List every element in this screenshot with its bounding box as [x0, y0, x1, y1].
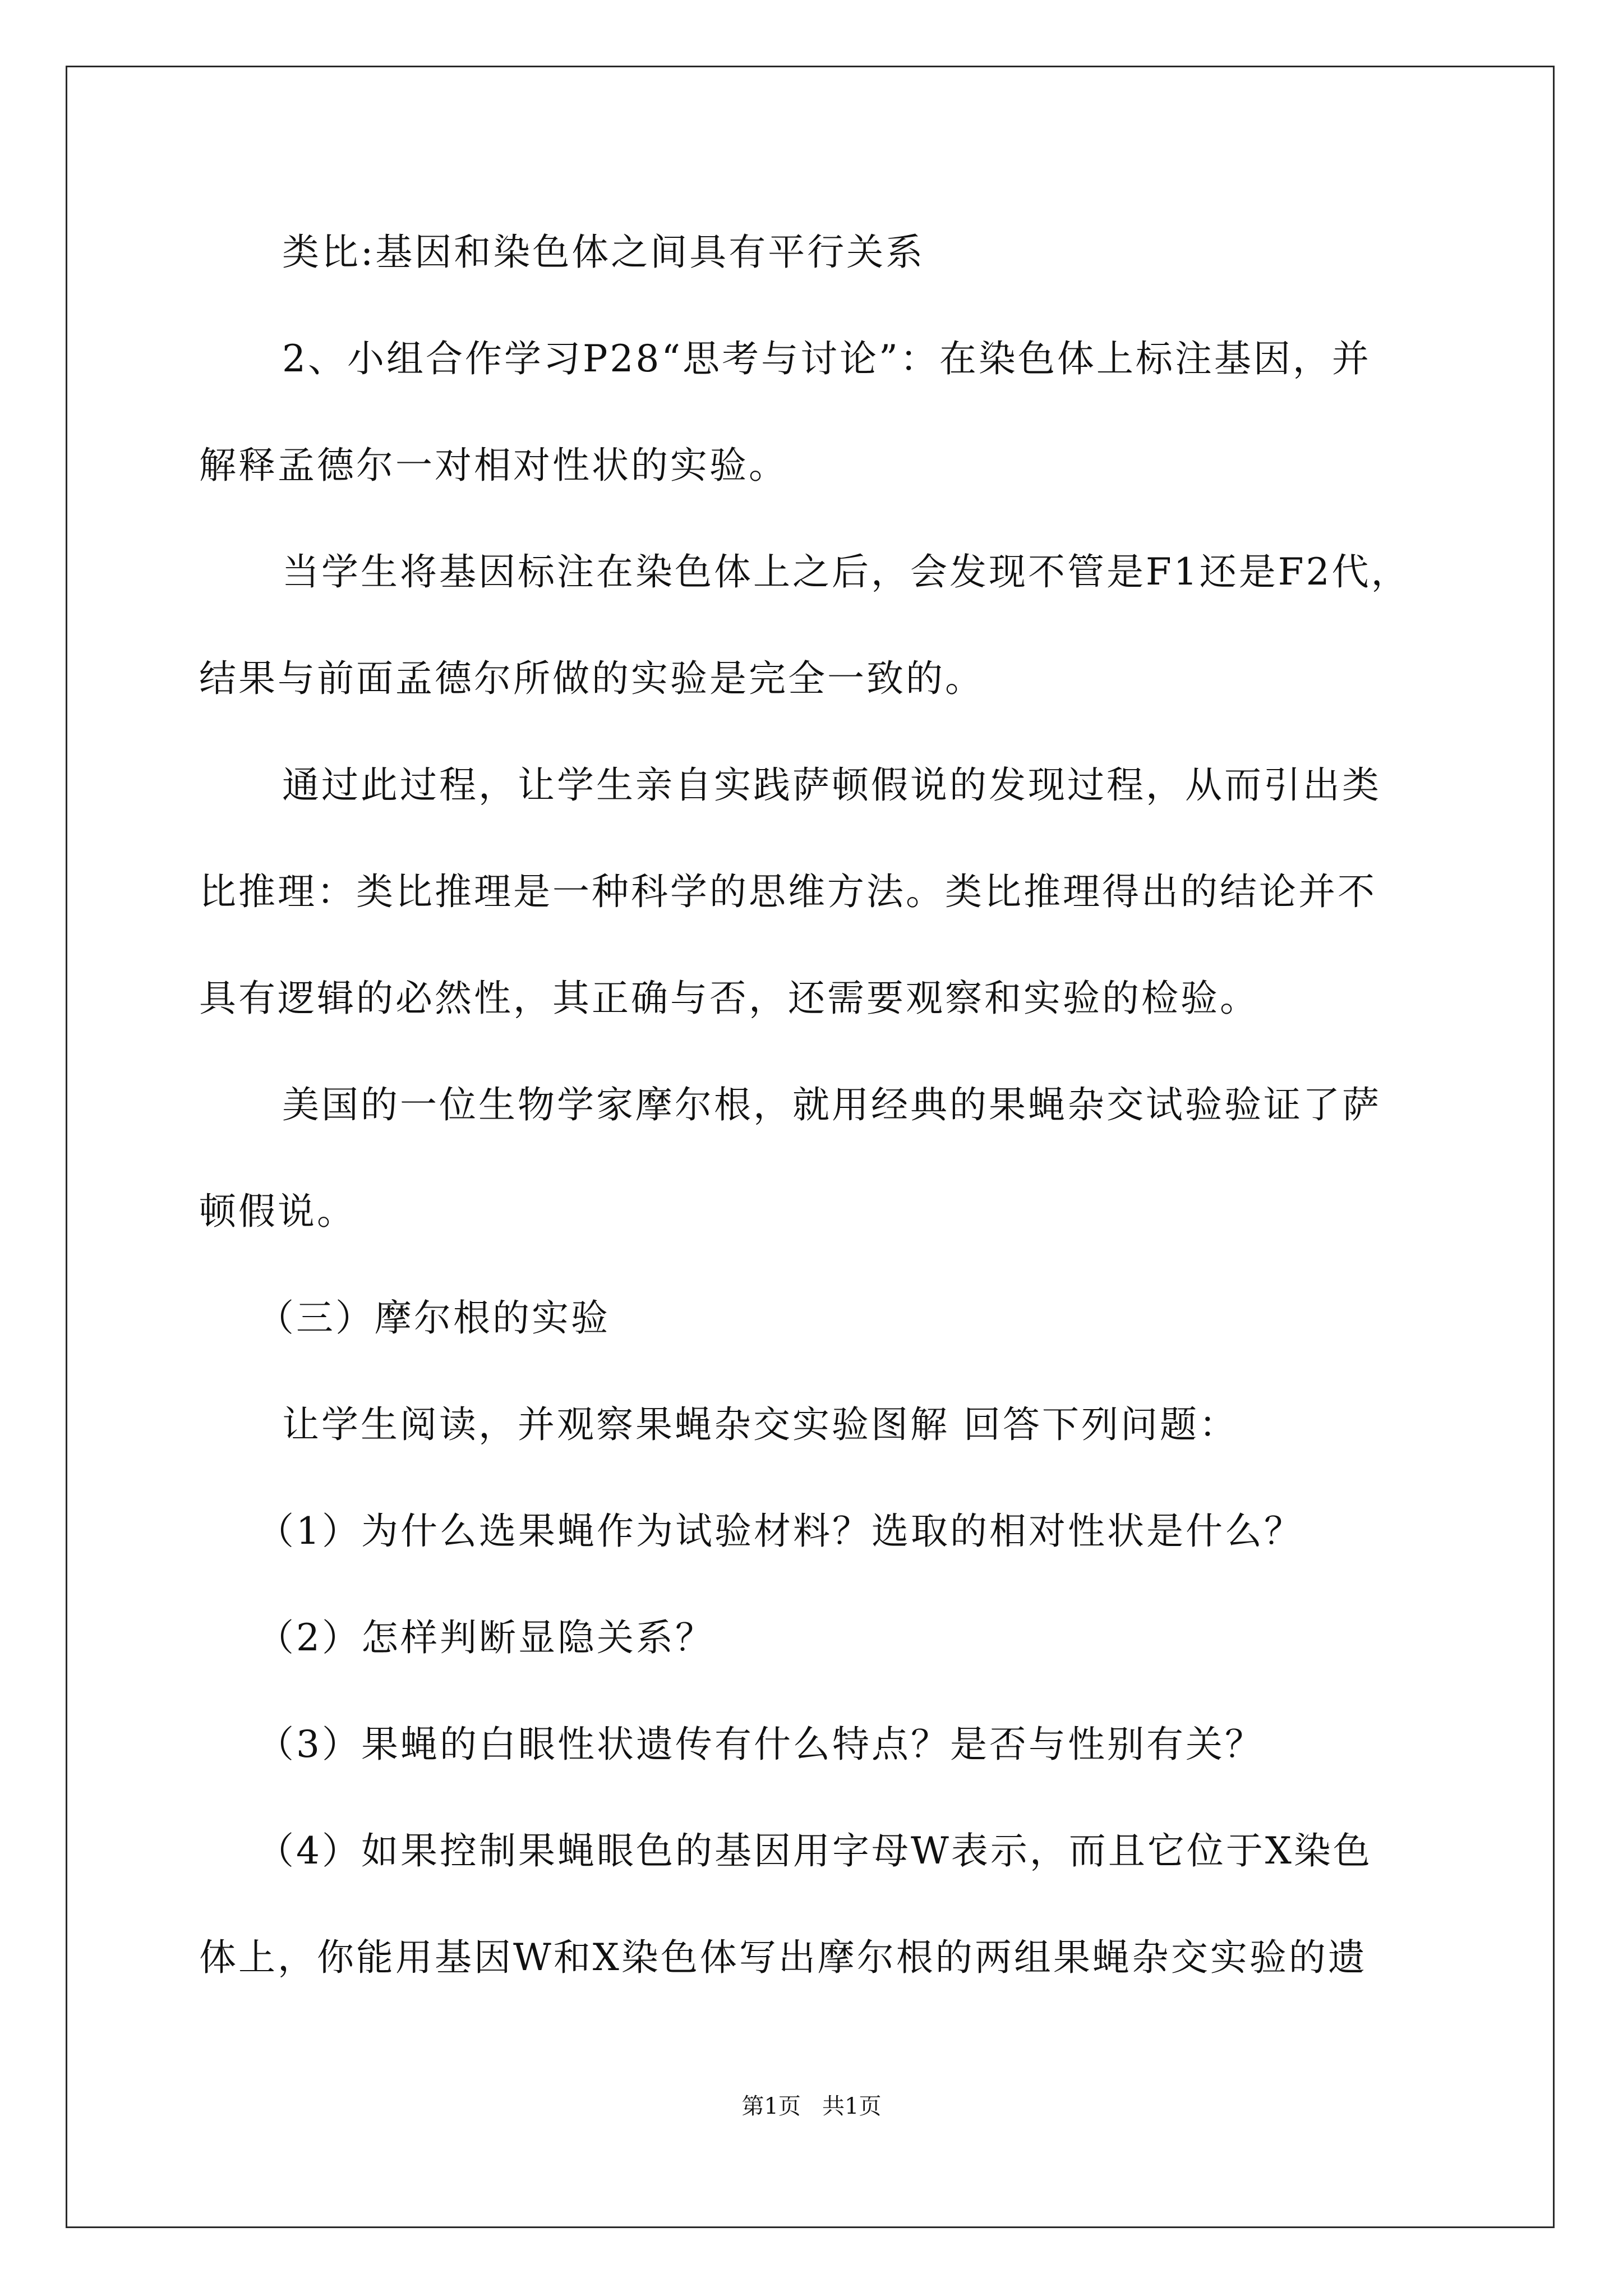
paragraph-line-9: 美国的一位生物学家摩尔根，就用经典的果蝇杂交试验验证了萨 [282, 1083, 1381, 1126]
question-3: （3）果蝇的白眼性状遗传有什么特点？是否与性别有关？ [257, 1723, 1264, 1766]
question-1: （1）为什么选果蝇作为试验材料？选取的相对性状是什么？ [257, 1510, 1303, 1553]
section-heading: （三）摩尔根的实验 [257, 1296, 610, 1340]
question-2: （2）怎样判断显隐关系？ [257, 1616, 714, 1659]
paragraph-line-12: 让学生阅读，并观察果蝇杂交实验图解 回答下列问题： [282, 1403, 1238, 1446]
page-footer: 第1页 共1页 [741, 2093, 882, 2119]
paragraph-line-6: 通过此过程，让学生亲自实践萨顿假说的发现过程，从而引出类 [282, 763, 1381, 807]
paragraph-line-8: 具有逻辑的必然性，其正确与否，还需要观察和实验的检验。 [199, 977, 1259, 1020]
question-4: （4）如果控制果蝇眼色的基因用字母W表示，而且它位于X染色 [257, 1829, 1372, 1872]
page-border [66, 66, 1555, 2228]
paragraph-line-10: 顿假说。 [199, 1190, 356, 1233]
question-4-continued: 体上，你能用基因W和X染色体写出摩尔根的两组果蝇杂交实验的遗 [199, 1936, 1367, 1979]
paragraph-line-4: 当学生将基因标注在染色体上之后，会发现不管是F1还是F2代， [282, 550, 1410, 593]
paragraph-line-7: 比推理：类比推理是一种科学的思维方法。类比推理得出的结论并不 [199, 870, 1377, 913]
paragraph-line-5: 结果与前面孟德尔所做的实验是完全一致的。 [199, 657, 984, 700]
paragraph-line-2: 2、小组合作学习P28“思考与讨论”：在染色体上标注基因，并 [282, 337, 1371, 380]
paragraph-line-3: 解释孟德尔一对相对性状的实验。 [199, 444, 788, 487]
paragraph-line-1: 类比:基因和染色体之间具有平行关系 [282, 231, 925, 274]
